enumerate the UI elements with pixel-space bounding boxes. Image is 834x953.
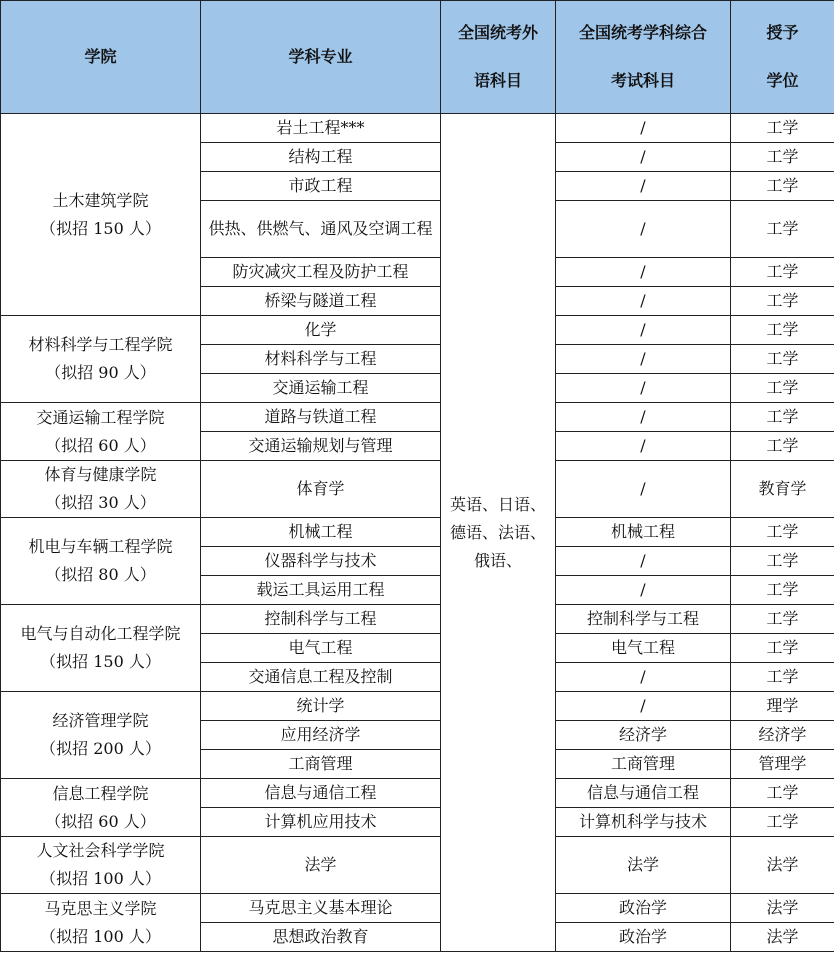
table-row bbox=[1, 692, 834, 721]
major-cell: 交通运输规划与管理 bbox=[201, 432, 441, 461]
college-quota: （拟招 30 人） bbox=[45, 493, 156, 512]
table-row bbox=[1, 114, 834, 143]
college-cell bbox=[1, 779, 201, 837]
degree-cell: 法学 bbox=[731, 837, 834, 894]
exam-cell: 经济学 bbox=[556, 721, 731, 750]
degree-cell: 工学 bbox=[731, 779, 834, 808]
college-name: 马克思主义学院 bbox=[44, 898, 157, 918]
degree-cell: 工学 bbox=[731, 403, 834, 432]
exam-cell: / bbox=[556, 374, 731, 403]
major-cell: 材料科学与工程 bbox=[201, 345, 441, 374]
college-cell bbox=[1, 316, 201, 403]
degree-cell: 工学 bbox=[731, 345, 834, 374]
exam-cell: 电气工程 bbox=[556, 634, 731, 663]
major-cell: 电气工程 bbox=[201, 634, 441, 663]
header-major: 学科专业 bbox=[201, 1, 441, 114]
college-name: 机电与车辆工程学院 bbox=[28, 537, 173, 556]
foreign-language-line: 英语、日语、 bbox=[449, 494, 546, 514]
header-degree: 授予 学位 bbox=[731, 1, 834, 114]
college-name: 人文社会科学学院 bbox=[36, 841, 165, 860]
major-cell: 统计学 bbox=[201, 692, 441, 721]
college-cell bbox=[1, 461, 201, 518]
exam-cell: / bbox=[556, 143, 731, 172]
college-name: 电气与自动化工程学院 bbox=[20, 624, 181, 643]
college-cell bbox=[1, 837, 201, 894]
exam-cell: / bbox=[556, 287, 731, 316]
exam-cell: / bbox=[556, 316, 731, 345]
table-row bbox=[1, 403, 834, 432]
major-cell: 信息与通信工程 bbox=[201, 779, 441, 808]
college-name: 经济管理学院 bbox=[52, 711, 149, 730]
degree-cell: 工学 bbox=[731, 432, 834, 461]
degree-cell: 管理学 bbox=[731, 750, 834, 779]
college-quota: （拟招 150 人） bbox=[40, 652, 161, 671]
major-cell: 供热、供燃气、通风及空调工程 bbox=[201, 201, 441, 258]
major-cell: 防灾减灾工程及防护工程 bbox=[201, 258, 441, 287]
exam-cell: 法学 bbox=[556, 837, 731, 894]
degree-cell: 工学 bbox=[731, 114, 834, 143]
table-row bbox=[1, 894, 834, 923]
table-body bbox=[1, 114, 834, 952]
major-cell: 市政工程 bbox=[201, 172, 441, 201]
exam-cell: 控制科学与工程 bbox=[556, 605, 731, 634]
college-cell bbox=[1, 114, 201, 316]
major-cell: 机械工程 bbox=[201, 518, 441, 547]
college-name: 土木建筑学院 bbox=[52, 190, 149, 210]
major-cell: 思想政治教育 bbox=[201, 923, 441, 952]
college-cell bbox=[1, 692, 201, 779]
table-row bbox=[1, 605, 834, 634]
college-quota: （拟招 60 人） bbox=[45, 811, 156, 831]
header-comprehensive-exam: 全国统考学科综合 考试科目 bbox=[556, 1, 731, 114]
degree-cell: 工学 bbox=[731, 547, 834, 576]
major-cell: 控制科学与工程 bbox=[201, 605, 441, 634]
foreign-language-line: 德语、法语、 bbox=[449, 522, 546, 542]
exam-cell: 政治学 bbox=[556, 923, 731, 952]
college-cell bbox=[1, 605, 201, 692]
exam-cell: / bbox=[556, 692, 731, 721]
major-cell: 交通运输工程 bbox=[201, 374, 441, 403]
degree-cell: 法学 bbox=[731, 894, 834, 923]
major-cell: 法学 bbox=[201, 837, 441, 894]
exam-cell: / bbox=[556, 345, 731, 374]
major-cell: 马克思主义基本理论 bbox=[201, 894, 441, 923]
degree-cell: 理学 bbox=[731, 692, 834, 721]
college-quota: （拟招 90 人） bbox=[45, 363, 156, 382]
degree-cell: 工学 bbox=[731, 172, 834, 201]
degree-cell: 工学 bbox=[731, 143, 834, 172]
college-quota: （拟招 80 人） bbox=[45, 565, 156, 584]
exam-cell: / bbox=[556, 663, 731, 692]
college-cell bbox=[1, 403, 201, 461]
exam-cell: / bbox=[556, 114, 731, 143]
major-cell: 计算机应用技术 bbox=[201, 808, 441, 837]
major-cell: 仪器科学与技术 bbox=[201, 547, 441, 576]
exam-cell: / bbox=[556, 576, 731, 605]
college-name: 体育与健康学院 bbox=[44, 465, 157, 484]
exam-cell: / bbox=[556, 258, 731, 287]
exam-cell: / bbox=[556, 461, 731, 518]
major-cell: 交通信息工程及控制 bbox=[201, 663, 441, 692]
exam-cell: 计算机科学与技术 bbox=[556, 808, 731, 837]
degree-cell: 工学 bbox=[731, 663, 834, 692]
table-row bbox=[1, 837, 834, 894]
degree-cell: 工学 bbox=[731, 634, 834, 663]
degree-cell: 工学 bbox=[731, 518, 834, 547]
major-cell: 道路与铁道工程 bbox=[201, 403, 441, 432]
degree-cell: 法学 bbox=[731, 923, 834, 952]
table-row bbox=[1, 316, 834, 345]
major-cell: 化学 bbox=[201, 316, 441, 345]
foreign-language-cell bbox=[441, 114, 556, 952]
exam-cell: 机械工程 bbox=[556, 518, 731, 547]
degree-cell: 工学 bbox=[731, 258, 834, 287]
exam-cell: / bbox=[556, 432, 731, 461]
degree-cell: 工学 bbox=[731, 316, 834, 345]
degree-cell: 经济学 bbox=[731, 721, 834, 750]
major-cell: 结构工程 bbox=[201, 143, 441, 172]
degree-cell: 工学 bbox=[731, 605, 834, 634]
degree-cell: 工学 bbox=[731, 287, 834, 316]
college-quota: （拟招 100 人） bbox=[40, 869, 161, 888]
table-row bbox=[1, 518, 834, 547]
college-cell bbox=[1, 518, 201, 605]
degree-cell: 工学 bbox=[731, 201, 834, 258]
major-cell: 载运工具运用工程 bbox=[201, 576, 441, 605]
degree-cell: 工学 bbox=[731, 808, 834, 837]
table-row bbox=[1, 779, 834, 808]
degree-cell: 工学 bbox=[731, 576, 834, 605]
major-cell: 岩土工程*** bbox=[201, 114, 441, 143]
exam-cell: / bbox=[556, 547, 731, 576]
exam-cell: / bbox=[556, 172, 731, 201]
college-cell bbox=[1, 894, 201, 952]
college-quota: （拟招 150 人） bbox=[40, 218, 161, 238]
exam-cell: 信息与通信工程 bbox=[556, 779, 731, 808]
major-cell: 工商管理 bbox=[201, 750, 441, 779]
college-name: 交通运输工程学院 bbox=[36, 407, 165, 427]
degree-cell: 教育学 bbox=[731, 461, 834, 518]
header-foreign-language: 全国统考外 语科目 bbox=[441, 1, 556, 114]
foreign-language-line: 俄语、 bbox=[473, 550, 522, 570]
major-cell: 桥梁与隧道工程 bbox=[201, 287, 441, 316]
exam-cell: / bbox=[556, 201, 731, 258]
major-cell: 应用经济学 bbox=[201, 721, 441, 750]
exam-cell: 政治学 bbox=[556, 894, 731, 923]
college-quota: （拟招 200 人） bbox=[40, 739, 161, 758]
degree-cell: 工学 bbox=[731, 374, 834, 403]
exam-cell: / bbox=[556, 403, 731, 432]
header-college: 学院 bbox=[1, 1, 201, 114]
college-quota: （拟招 100 人） bbox=[40, 926, 161, 946]
table-row bbox=[1, 461, 834, 518]
college-name: 材料科学与工程学院 bbox=[28, 335, 173, 354]
college-quota: （拟招 60 人） bbox=[45, 435, 156, 455]
college-name: 信息工程学院 bbox=[52, 783, 149, 803]
exam-cell: 工商管理 bbox=[556, 750, 731, 779]
major-cell: 体育学 bbox=[201, 461, 441, 518]
header-row bbox=[1, 1, 834, 114]
